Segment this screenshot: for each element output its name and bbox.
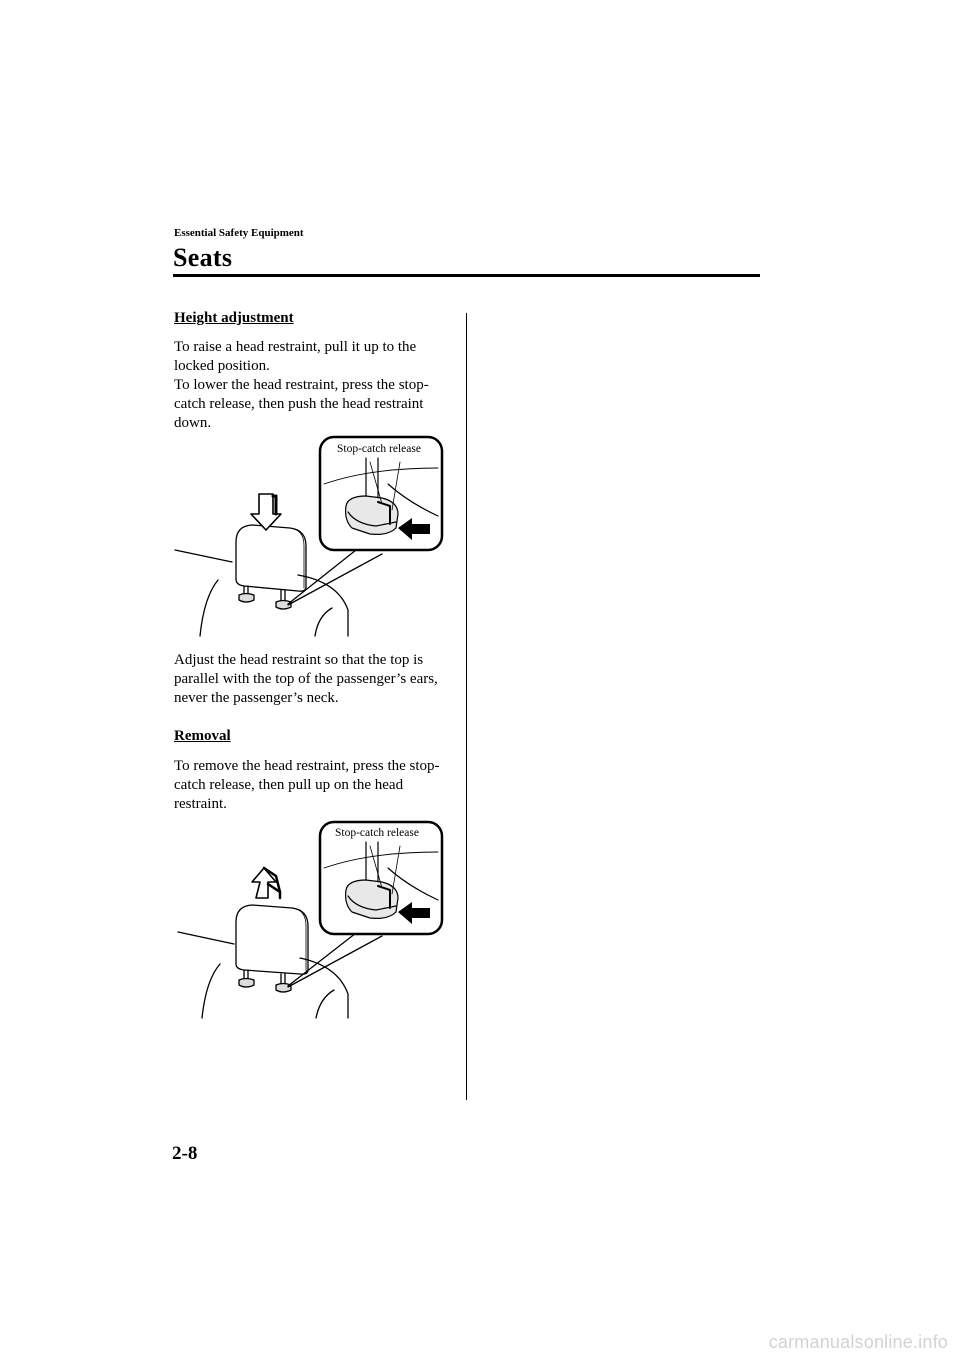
- removal-heading: Removal: [174, 728, 231, 744]
- chapter-title: Seats: [173, 243, 233, 272]
- removal-paragraph-1: To remove the head restraint, press the stop-catch release, then pull up on the head restraint.: [174, 758, 440, 812]
- height-adjustment-heading: Height adjustment: [174, 310, 294, 326]
- page-number: 2-8: [172, 1143, 198, 1164]
- stop-catch-release-callout-1: Stop-catch release: [337, 443, 421, 455]
- watermark: carmanualsonline.info: [768, 1332, 948, 1352]
- removal-figure: [170, 818, 455, 1023]
- height-adjustment-paragraph-3: Adjust the head restraint so that the top is parallel with the top of the passenger’s ears, never the passenger’s neck.: [174, 652, 438, 706]
- section-label: Essential Safety Equipment: [174, 227, 304, 239]
- column-divider: [466, 313, 467, 1100]
- height-adjustment-paragraph-1: To raise a head restraint, pull it up to the locked position.: [174, 339, 417, 374]
- height-adjustment-paragraph-2: To lower the head restraint, press the stop-catch release, then push the head restraint down.: [174, 377, 429, 431]
- header-rule: [173, 274, 760, 277]
- height-adjustment-figure: [170, 432, 455, 642]
- stop-catch-release-callout-2: Stop-catch release: [335, 827, 419, 839]
